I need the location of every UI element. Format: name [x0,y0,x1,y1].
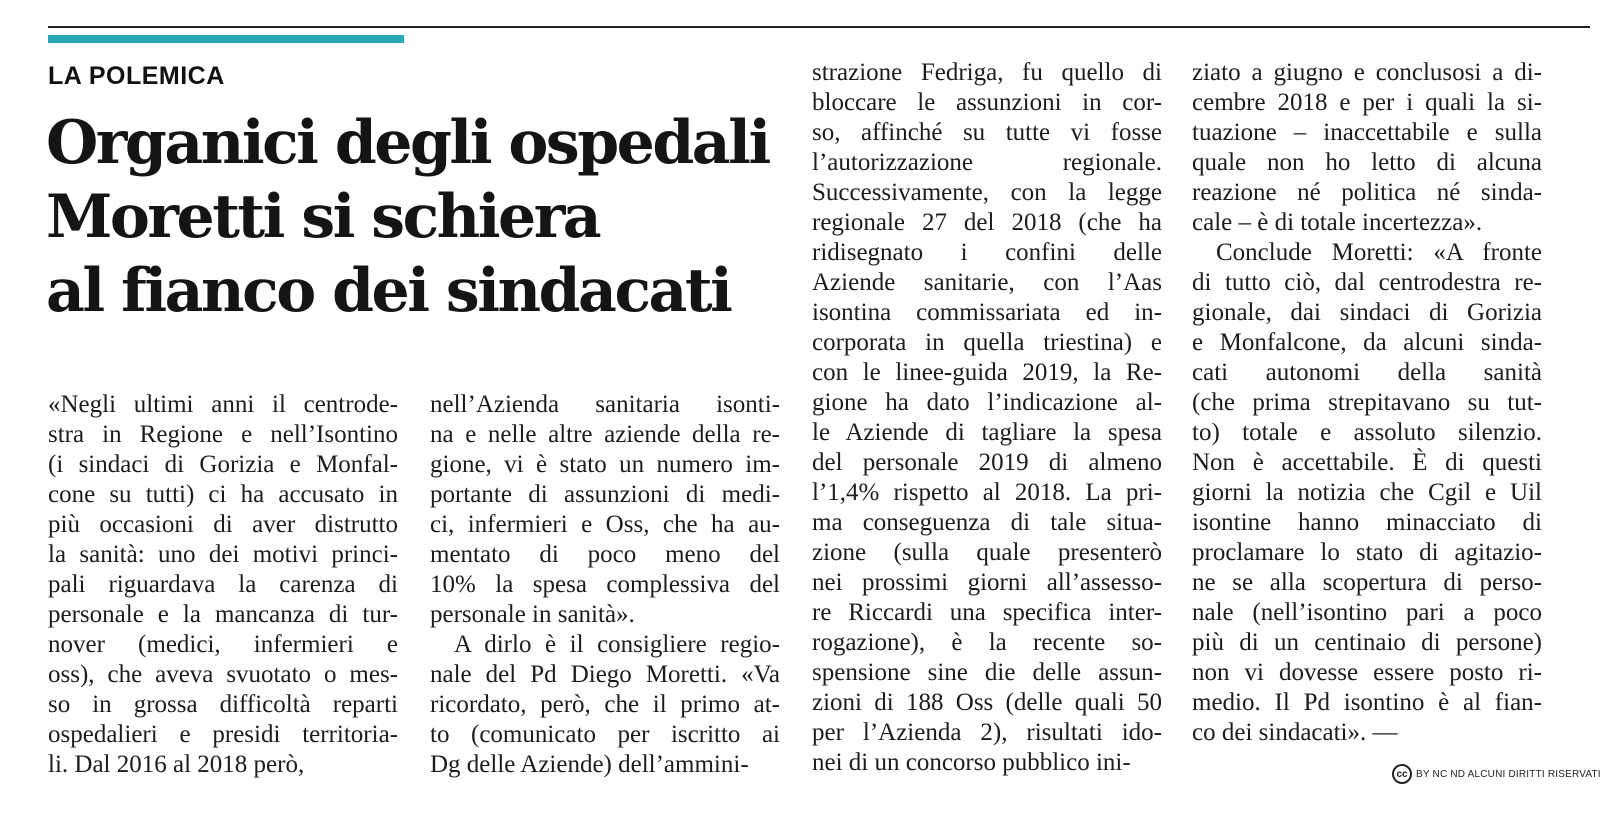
text-line: più di un centinaio di persone) [1192,629,1542,656]
text-line: con le linee-guida 2019, la Re- [812,359,1162,386]
text-line: zioni di 188 Oss (delle quali 50 [812,689,1162,716]
text-line: ziato a giugno e conclusosi a di- [1192,59,1542,86]
text-line: Dg delle Aziende) dell’ammini- [430,751,749,778]
text-line: reazione né politica né sinda- [1192,179,1542,206]
text-line: to) totale e assoluto silenzio. [1192,419,1542,446]
article-kicker: LA POLEMICA [48,62,225,90]
text-line: quale non ho letto di alcuna [1192,149,1542,176]
text-line: oss), che aveva svuotato o mes- [48,661,398,688]
article-headline [46,106,806,328]
headline-line: Organici degli ospedali [46,108,769,178]
text-line: non vi dovesse essere posto ri- [1192,659,1542,686]
text-line: cembre 2018 e per i quali la si- [1192,89,1542,116]
text-line: rogazione), è la recente so- [812,629,1162,656]
text-line: e Monfalcone, da alcuni sinda- [1192,329,1542,356]
text-line: bloccare le assunzioni in cor- [812,89,1162,116]
text-line: ricordato, però, che il primo at- [430,691,780,718]
text-line: le Aziende di tagliare la spesa [812,419,1162,446]
text-line: giorni la notizia che Cgil e Uil [1192,479,1542,506]
text-line: co dei sindacati». — [1192,719,1398,746]
text-line: mentato di poco meno del [430,541,780,568]
body-column-1 [48,390,398,780]
text-line: li. Dal 2016 al 2018 però, [48,751,305,778]
text-line: nale del Pd Diego Moretti. «Va [430,661,780,688]
headline-line: al fianco dei sindacati [46,256,731,326]
text-line: personale e la mancanza di tur- [48,601,398,628]
text-line: tuazione – inaccettabile e sulla [1192,119,1542,146]
text-line: nale (nell’isontino pari a poco [1192,599,1542,626]
rights-notice [1392,764,1601,784]
top-rule [48,26,1590,28]
text-line: proclamare lo stato di agitazio- [1192,539,1542,566]
text-line: gione, vi è stato un numero im- [430,451,780,478]
text-line: stra in Regione e nell’Isontino [48,421,398,448]
text-line: la sanità: uno dei motivi princi- [48,541,398,568]
text-line: cati autonomi della sanità [1192,359,1542,386]
text-line: l’1,4% rispetto al 2018. La pri- [812,479,1162,506]
text-line: di tutto ciò, dal centrodestra re- [1192,269,1542,296]
rights-text: BY NC ND ALCUNI DIRITTI RISERVATI [1416,768,1601,780]
text-line: Aziende sanitarie, con l’Aas [812,269,1162,296]
text-line: Conclude Moretti: «A fronte [1216,239,1542,266]
text-line: cale – è di totale incertezza». [1192,209,1483,236]
text-line: ne se alla scopertura di perso- [1192,569,1542,596]
text-line: ridisegnato i confini delle [812,239,1162,266]
text-line: gione ha dato l’indicazione al- [812,389,1162,416]
text-line: ospedalieri e presidi territoria- [48,721,398,748]
text-line: l’autorizzazione regionale. [812,149,1162,176]
text-line: ci, infermieri e Oss, che ha au- [430,511,780,538]
text-line: re Riccardi una specifica inter- [812,599,1162,626]
text-line: nover (medici, infermieri e [48,631,398,658]
text-line: A dirlo è il consigliere regio- [454,631,780,658]
text-line: to (comunicato per iscritto ai [430,721,780,748]
body-column-2 [430,390,780,780]
text-line: corporata in quella triestina) e [812,329,1162,356]
text-line: pali riguardava la carenza di [48,571,398,598]
text-line: 10% la spesa complessiva del [430,571,780,598]
text-line: na e nelle altre aziende della re- [430,421,780,448]
section-accent-bar [48,35,404,43]
text-line: per l’Azienda 2), risultati ido- [812,719,1162,746]
text-line: so in grossa difficoltà reparti [48,691,398,718]
text-line: portante di assunzioni di medi- [430,481,780,508]
text-line: so, affinché su tutte vi fosse [812,119,1162,146]
text-line: del personale 2019 di almeno [812,449,1162,476]
text-line: «Negli ultimi anni il centrode- [48,391,398,418]
text-line: Successivamente, con la legge [812,179,1162,206]
text-line: regionale 27 del 2018 (che ha [812,209,1162,236]
text-line: isontina commissariata ed in- [812,299,1162,326]
text-line: zione (sulla quale presenterò [812,539,1162,566]
text-line: (che prima strepitavano su tut- [1192,389,1542,416]
text-line: medio. Il Pd isontino è al fian- [1192,689,1542,716]
body-column-3 [812,58,1162,778]
text-line: strazione Fedriga, fu quello di [812,59,1162,86]
text-line: personale in sanità». [430,601,635,628]
creative-commons-icon: cc [1392,764,1412,784]
text-line: nei di un concorso pubblico ini- [812,749,1131,776]
text-line: più occasioni di aver distrutto [48,511,398,538]
body-column-4 [1192,58,1542,748]
text-line: isontine hanno minacciato di [1192,509,1542,536]
text-line: spensione sine die delle assun- [812,659,1162,686]
text-line: gionale, dai sindaci di Gorizia [1192,299,1542,326]
text-line: cone su tutti) ci ha accusato in [48,481,398,508]
text-line: (i sindaci di Gorizia e Monfal- [48,451,398,478]
text-line: Non è accettabile. È di questi [1192,449,1542,476]
headline-line: Moretti si schiera [46,182,600,252]
text-line: ma conseguenza di tale situa- [812,509,1162,536]
text-line: nell’Azienda sanitaria isonti- [430,391,780,418]
text-line: nei prossimi giorni all’assesso- [812,569,1162,596]
